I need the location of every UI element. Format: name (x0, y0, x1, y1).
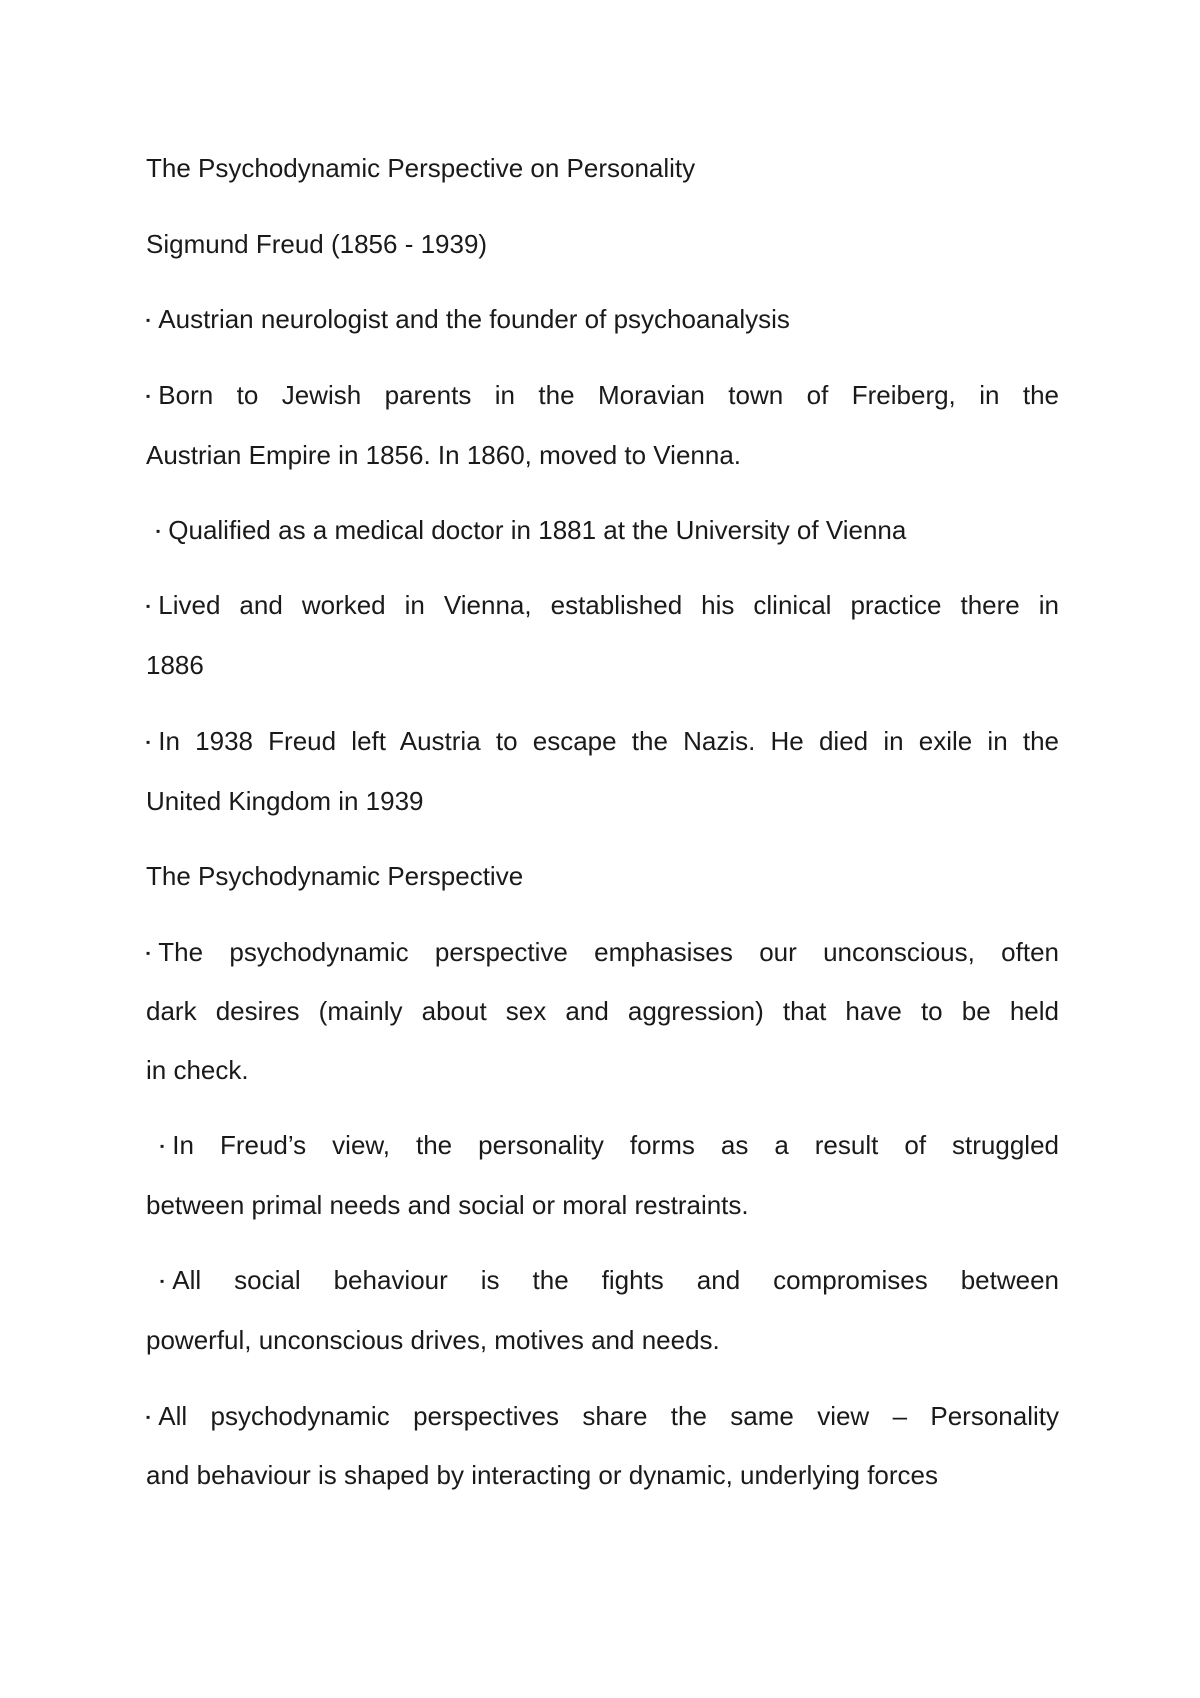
list-item-text: All psychodynamic perspectives share the same view – Personality (158, 1401, 1059, 1431)
list-item-text: Austrian neurologist and the founder of psychoanalysis (158, 304, 790, 334)
list-item (146, 514, 1059, 547)
list-item-text: Born to Jewish parents in the Moravian town of Freiberg, in the (158, 380, 1059, 410)
list-item (146, 1129, 1059, 1162)
list-item-continuation: dark desires (mainly about sex and aggression) that have to be held (146, 996, 1059, 1026)
bullet-icon: ▪ (146, 313, 151, 327)
list-item-continuation: United Kingdom in 1939 (146, 786, 424, 816)
list-item-text: Qualified as a medical doctor in 1881 at the University of Vienna (168, 515, 907, 545)
bullet-icon: ▪ (160, 1274, 165, 1288)
list-item (146, 725, 1059, 758)
list-item (146, 936, 1059, 969)
list-item-continuation: powerful, unconscious drives, motives and needs. (146, 1325, 720, 1355)
list-item (146, 1400, 1059, 1433)
list-item-continuation: in check. (146, 1055, 249, 1085)
list-item (146, 303, 1059, 336)
list-item (146, 589, 1059, 622)
list-item-continuation: and behaviour is shaped by interacting or dynamic, underlying forces (146, 1460, 939, 1490)
list-item (146, 379, 1059, 412)
bullet-icon: ▪ (146, 946, 151, 960)
bullet-icon: ▪ (146, 389, 151, 403)
list-item-text: The psychodynamic perspective emphasises our unconscious, often (158, 937, 1059, 967)
list-item-continuation: 1886 (146, 650, 204, 680)
bullet-icon: ▪ (146, 599, 151, 613)
list-item-text: All social behaviour is the fights and compromises between (172, 1265, 1059, 1295)
bullet-icon: ▪ (146, 1410, 151, 1424)
bullet-icon: ▪ (160, 1139, 165, 1153)
document-title: The Psychodynamic Perspective on Personality (146, 153, 696, 183)
document-subtitle: Sigmund Freud (1856 - 1939) (146, 229, 488, 259)
list-item-text: Lived and worked in Vienna, established his clinical practice there in (158, 590, 1059, 620)
bullet-icon: ▪ (156, 524, 161, 538)
list-item (146, 1264, 1059, 1297)
list-item-continuation: between primal needs and social or moral restraints. (146, 1190, 749, 1220)
list-item-continuation: Austrian Empire in 1856. In 1860, moved to Vienna. (146, 440, 742, 470)
list-item-text: In Freud’s view, the personality forms as a result of struggled (172, 1130, 1059, 1160)
bullet-icon: ▪ (146, 735, 151, 749)
section-heading: The Psychodynamic Perspective (146, 861, 524, 891)
list-item-text: In 1938 Freud left Austria to escape the Nazis. He died in exile in the (158, 726, 1059, 756)
